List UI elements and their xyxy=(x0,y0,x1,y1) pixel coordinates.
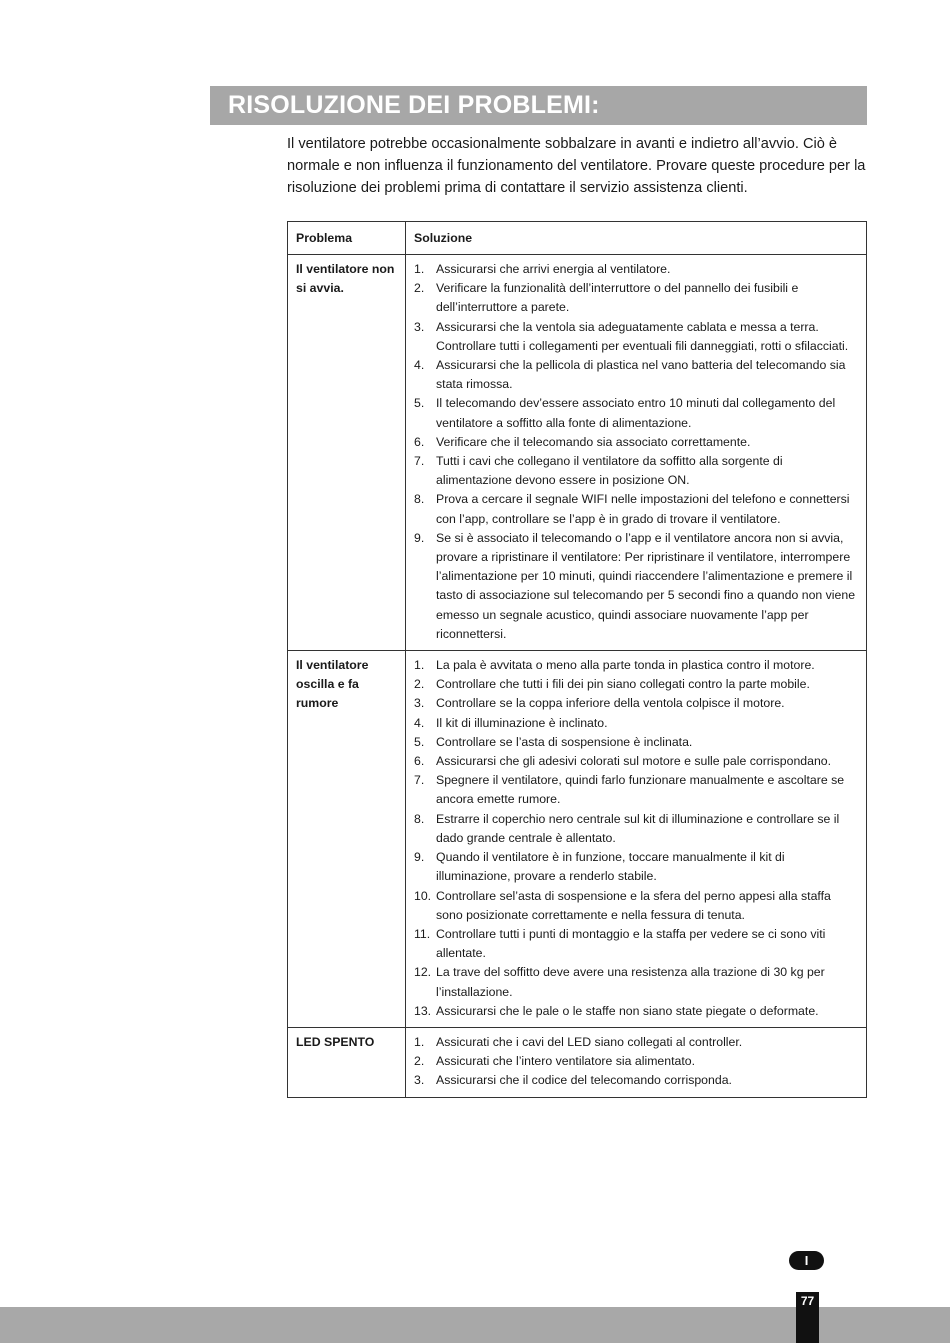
list-item xyxy=(414,1071,858,1090)
list-item xyxy=(414,1052,858,1071)
list-item xyxy=(414,733,858,752)
list-item xyxy=(414,887,858,925)
step-text: Verificare la funzionalità dell’interruttore o del pannello dei fusibili e dell’interruttore a parete. xyxy=(436,281,799,315)
list-item xyxy=(414,490,858,528)
step-text: La pala è avvitata o meno alla parte tonda in plastica contro il motore. xyxy=(436,658,815,673)
step-text: Assicurati che i cavi del LED siano collegati al controller. xyxy=(436,1034,743,1049)
problem-column-header: Problema xyxy=(288,222,406,255)
list-item xyxy=(414,1033,858,1052)
solution-column-header: Soluzione xyxy=(406,222,867,255)
step-number: 2. xyxy=(414,281,425,296)
list-item xyxy=(414,675,858,694)
step-number: 7. xyxy=(414,773,425,788)
solution-list xyxy=(414,656,858,1021)
table-row xyxy=(288,1027,867,1097)
step-text: Controllare se l’asta di sospensione è inclinata. xyxy=(436,734,693,749)
step-number: 3. xyxy=(414,696,425,711)
step-number: 11. xyxy=(414,926,431,941)
step-number: 9. xyxy=(414,530,425,545)
table-row xyxy=(288,255,867,651)
step-number: 6. xyxy=(414,754,425,769)
step-number: 10. xyxy=(414,888,432,903)
list-item xyxy=(414,848,858,886)
step-text: Quando il ventilatore è in funzione, toccare manualmente il kit di illuminazione, provare a renderlo stabile. xyxy=(436,850,785,884)
step-number: 4. xyxy=(414,358,425,373)
step-number: 8. xyxy=(414,811,425,826)
step-text: Verificare che il telecomando sia associato correttamente. xyxy=(436,434,751,449)
step-number: 7. xyxy=(414,454,425,469)
step-text: Assicurarsi che arrivi energia al ventilatore. xyxy=(436,262,671,276)
list-item xyxy=(414,656,858,675)
problem-cell: Il ventilatore oscilla e fa rumore xyxy=(288,651,406,1028)
solution-list xyxy=(414,1033,858,1091)
step-number: 2. xyxy=(414,1054,425,1069)
list-item xyxy=(414,963,858,1001)
step-text: Il telecomando dev’essere associato entro 10 minuti dal collegamento del ventilatore a soffitto alla fonte di alimentazione. xyxy=(436,396,836,430)
step-text: Controllare tutti i punti di montaggio e la staffa per vedere se ci sono viti allentate. xyxy=(436,926,826,961)
list-item xyxy=(414,529,858,644)
step-number: 3. xyxy=(414,319,425,334)
intro-paragraph: Il ventilatore potrebbe occasionalmente sobbalzare in avanti e indietro all’avvio. Ciò è normale e non influenza il funzionamento del ventilatore. Provare queste procedure per la risoluzione dei problemi prima di contattare il servizio assistenza clienti. xyxy=(287,136,866,196)
step-text: Assicurarsi che la ventola sia adeguatamente cablata e messa a terra. Controllare tutti i collegamenti per eventuali fili danneggiati, rotti o sfilacciati. xyxy=(436,319,849,353)
step-text: Controllare se la coppa inferiore della ventola colpisce il motore. xyxy=(436,696,785,711)
list-item xyxy=(414,752,858,771)
list-item xyxy=(414,394,858,432)
list-item xyxy=(414,1002,858,1021)
solution-cell xyxy=(406,651,867,1028)
step-text: Il kit di illuminazione è inclinato. xyxy=(436,715,608,730)
solution-cell xyxy=(406,255,867,651)
step-number: 1. xyxy=(414,1034,425,1049)
solution-list xyxy=(414,260,858,644)
step-number: 2. xyxy=(414,677,425,692)
step-text: Estrarre il coperchio nero centrale sul kit di illuminazione e controllare se il dado grande centrale è allentato. xyxy=(436,811,840,845)
section-title: RISOLUZIONE DEI PROBLEMI: xyxy=(228,91,600,119)
step-text: Tutti i cavi che collegano il ventilatore da soffitto alla sorgente di alimentazione devono essere in posizione ON. xyxy=(436,454,783,488)
step-number: 8. xyxy=(414,492,425,507)
step-text: Assicurarsi che gli adesivi colorati sul motore e sulle pale corrispondano. xyxy=(436,754,832,769)
step-number: 13. xyxy=(414,1003,432,1018)
step-text: La trave del soffitto deve avere una resistenza alla trazione di 30 kg per l’installazione. xyxy=(436,965,825,999)
step-text: Assicurati che l’intero ventilatore sia alimentato. xyxy=(436,1054,696,1069)
step-text: Se si è associato il telecomando o l’app e il ventilatore ancora non si avvia, provare a ripristinare il ventilatore: Per ripristinare il ventilatore, interrompere l’alimentazione per 10 minuti, quindi riaccendere l’alimentazione e premere il tasto di associazione sul telecomando per 5 secondi fino a quando non viene emesso un segnale acustico, quindi associare nuovamente l’app per riconnettersi. xyxy=(436,530,856,641)
list-item xyxy=(414,356,858,394)
step-number: 1. xyxy=(414,262,425,276)
problem-cell: LED SPENTO xyxy=(288,1027,406,1097)
list-item xyxy=(414,714,858,733)
step-text: Prova a cercare il segnale WIFI nelle impostazioni del telefono e connettersi con l’app, controllare se l’app è in grado di trovare il ventilatore. xyxy=(436,492,850,526)
list-item xyxy=(414,694,858,713)
step-number: 9. xyxy=(414,850,425,865)
step-text: Assicurarsi che la pellicola di plastica nel vano batteria del telecomando sia stata rimossa. xyxy=(436,358,846,392)
list-item xyxy=(414,318,858,356)
page-number: 77 xyxy=(796,1292,819,1343)
language-badge: I xyxy=(789,1251,824,1270)
list-item xyxy=(414,771,858,809)
step-number: 12. xyxy=(414,965,432,980)
troubleshooting-table xyxy=(287,221,867,1098)
list-item xyxy=(414,925,858,963)
step-number: 4. xyxy=(414,715,425,730)
step-number: 1. xyxy=(414,658,425,673)
list-item xyxy=(414,452,858,490)
section-title-bar xyxy=(210,86,867,125)
step-text: Controllare sel’asta di sospensione e la sfera del perno appesi alla staffa sono posizionate correttamente e nella fessura di tenuta. xyxy=(436,888,831,922)
solution-cell xyxy=(406,1027,867,1097)
problem-cell: Il ventilatore non si avvia. xyxy=(288,255,406,651)
list-item xyxy=(414,433,858,452)
table-header-row xyxy=(288,222,867,255)
step-number: 6. xyxy=(414,434,425,449)
step-text: Assicurarsi che il codice del telecomando corrisponda. xyxy=(436,1073,732,1088)
list-item xyxy=(414,810,858,848)
step-text: Controllare che tutti i fili dei pin siano collegati contro la parte mobile. xyxy=(436,677,810,692)
step-text: Spegnere il ventilatore, quindi farlo funzionare manualmente e ascoltare se ancora emette rumore. xyxy=(436,773,845,807)
step-number: 5. xyxy=(414,734,425,749)
list-item xyxy=(414,260,858,279)
step-text: Assicurarsi che le pale o le staffe non siano state piegate o deformate. xyxy=(436,1003,819,1018)
table-body xyxy=(288,255,867,1098)
table-row xyxy=(288,651,867,1028)
step-number: 3. xyxy=(414,1073,425,1088)
list-item xyxy=(414,279,858,317)
step-number: 5. xyxy=(414,396,425,411)
